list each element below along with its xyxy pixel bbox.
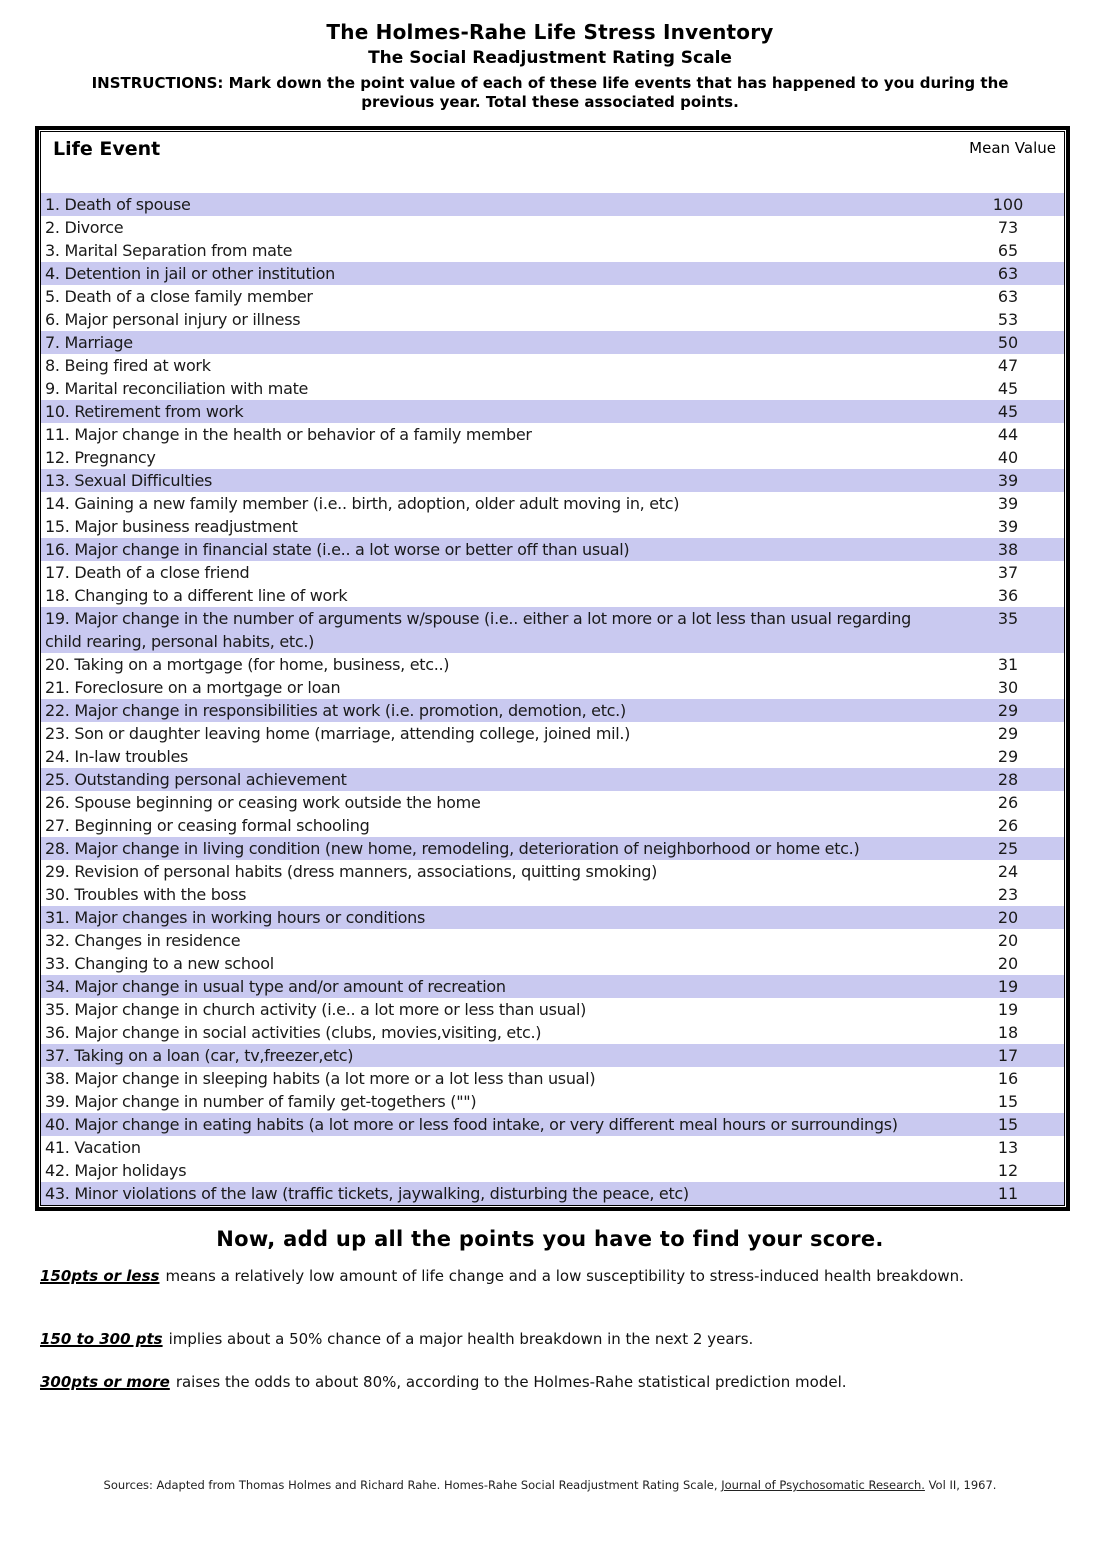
life-event-label: 28. Major change in living condition (new home, remodeling, deterioration of neighborhood or home etc.)	[45, 839, 860, 858]
mean-value: 16	[997, 1069, 1019, 1088]
mean-value: 45	[997, 379, 1019, 398]
table-row	[41, 906, 1064, 929]
table-row	[41, 998, 1064, 1021]
table-row	[41, 1182, 1064, 1205]
life-event-label: 18. Changing to a different line of work	[45, 586, 348, 605]
table-row	[41, 607, 1064, 653]
table-row	[41, 584, 1064, 607]
table-row	[41, 676, 1064, 699]
page-subtitle: The Social Readjustment Rating Scale	[368, 48, 732, 68]
mean-value: 20	[997, 931, 1019, 950]
life-event-label: 14. Gaining a new family member (i.e.. birth, adoption, older adult moving in, etc)	[45, 494, 680, 513]
instructions-text: INSTRUCTIONS: Mark down the point value of each of these life events that has happened to you during the previous year. Total these associated points.	[91, 74, 1009, 111]
table-row	[41, 883, 1064, 906]
table-row	[41, 331, 1064, 354]
table-row	[41, 561, 1064, 584]
table-row	[41, 469, 1064, 492]
table-row	[41, 768, 1064, 791]
life-event-label: 8. Being fired at work	[45, 356, 211, 375]
mean-value: 39	[997, 471, 1019, 490]
life-event-label: 41. Vacation	[45, 1138, 141, 1157]
source-citation	[0, 1478, 1100, 1492]
table-row	[41, 308, 1064, 331]
table-row	[41, 262, 1064, 285]
table-row	[41, 446, 1064, 469]
table-row	[41, 193, 1064, 216]
mean-value: 13	[997, 1138, 1019, 1157]
life-event-label: 27. Beginning or ceasing formal schooling	[45, 816, 370, 835]
mean-value: 73	[997, 218, 1019, 237]
table-row	[41, 1159, 1064, 1182]
mean-value: 18	[997, 1023, 1019, 1042]
mean-value: 44	[997, 425, 1019, 444]
life-event-label: 43. Minor violations of the law (traffic tickets, jaywalking, disturbing the peace, etc)	[45, 1184, 689, 1203]
life-event-label: 30. Troubles with the boss	[45, 885, 247, 904]
mean-value: 29	[997, 747, 1019, 766]
life-event-label: 20. Taking on a mortgage (for home, business, etc..)	[45, 655, 450, 674]
table-body	[41, 193, 1064, 1205]
score-range-low-text: means a relatively low amount of life change and a low susceptibility to stress-induced health breakdown.	[165, 1267, 964, 1285]
score-heading: Now, add up all the points you have to find your score.	[216, 1227, 884, 1251]
table-header-row	[41, 132, 1064, 193]
table-row	[41, 285, 1064, 308]
life-events-table-inner	[40, 131, 1065, 1206]
life-event-label: 23. Son or daughter leaving home (marriage, attending college, joined mil.)	[45, 724, 631, 743]
mean-value: 50	[997, 333, 1019, 352]
life-event-label: 11. Major change in the health or behavior of a family member	[45, 425, 532, 444]
mean-value: 26	[997, 793, 1019, 812]
mean-value: 29	[997, 724, 1019, 743]
life-event-label: 2. Divorce	[45, 218, 124, 237]
life-event-label: 12. Pregnancy	[45, 448, 156, 467]
life-event-label: 37. Taking on a loan (car, tv,freezer,etc)	[45, 1046, 354, 1065]
table-row	[41, 1067, 1064, 1090]
life-event-label: 6. Major personal injury or illness	[45, 310, 301, 329]
mean-value: 11	[997, 1184, 1019, 1203]
life-event-label: 42. Major holidays	[45, 1161, 187, 1180]
mean-value: 38	[997, 540, 1019, 559]
page-title: The Holmes-Rahe Life Stress Inventory	[326, 20, 774, 44]
mean-value: 20	[997, 954, 1019, 973]
table-row	[41, 791, 1064, 814]
mean-value: 23	[997, 885, 1019, 904]
mean-value: 19	[997, 1000, 1019, 1019]
life-event-label: 25. Outstanding personal achievement	[45, 770, 347, 789]
table-row	[41, 1044, 1064, 1067]
table-row	[41, 1090, 1064, 1113]
column-header-mean-value: Mean Value	[969, 139, 1056, 157]
score-range-high-label: 300pts or more	[40, 1373, 170, 1391]
life-event-label: 3. Marital Separation from mate	[45, 241, 293, 260]
mean-value: 15	[997, 1115, 1019, 1134]
life-event-label: 13. Sexual Difficulties	[45, 471, 213, 490]
life-events-table	[35, 126, 1070, 1211]
table-row	[41, 653, 1064, 676]
score-range-low-label: 150pts or less	[40, 1267, 160, 1285]
mean-value: 63	[997, 264, 1019, 283]
life-event-label: 24. In-law troubles	[45, 747, 189, 766]
mean-value: 31	[997, 655, 1019, 674]
life-event-label: 17. Death of a close friend	[45, 563, 250, 582]
mean-value: 15	[997, 1092, 1019, 1111]
mean-value: 20	[997, 908, 1019, 927]
table-row	[41, 1113, 1064, 1136]
table-row	[41, 814, 1064, 837]
life-event-label: 32. Changes in residence	[45, 931, 241, 950]
mean-value: 45	[997, 402, 1019, 421]
life-event-label: 19. Major change in the number of arguments w/spouse (i.e.. either a lot more or a lot less than usual regarding child rearing, personal habits, etc.)	[45, 609, 912, 651]
table-row	[41, 354, 1064, 377]
score-range-low	[40, 1267, 1060, 1286]
table-row	[41, 929, 1064, 952]
mean-value: 28	[997, 770, 1019, 789]
table-row	[41, 699, 1064, 722]
mean-value: 29	[997, 701, 1019, 720]
table-row	[41, 492, 1064, 515]
table-row	[41, 722, 1064, 745]
life-event-label: 38. Major change in sleeping habits (a lot more or a lot less than usual)	[45, 1069, 596, 1088]
table-row	[41, 423, 1064, 446]
table-row	[41, 216, 1064, 239]
score-range-mid-label: 150 to 300 pts	[40, 1330, 163, 1348]
life-event-label: 4. Detention in jail or other institution	[45, 264, 335, 283]
life-event-label: 36. Major change in social activities (clubs, movies,visiting, etc.)	[45, 1023, 542, 1042]
table-row	[41, 837, 1064, 860]
mean-value: 30	[997, 678, 1019, 697]
life-event-label: 9. Marital reconciliation with mate	[45, 379, 309, 398]
life-event-label: 10. Retirement from work	[45, 402, 244, 421]
score-range-mid	[40, 1330, 1060, 1349]
score-range-high-text: raises the odds to about 80%, according to the Holmes-Rahe statistical prediction model.	[175, 1373, 847, 1391]
table-row	[41, 745, 1064, 768]
table-row	[41, 860, 1064, 883]
life-event-label: 29. Revision of personal habits (dress manners, associations, quitting smoking)	[45, 862, 658, 881]
life-event-label: 26. Spouse beginning or ceasing work outside the home	[45, 793, 481, 812]
life-event-label: 5. Death of a close family member	[45, 287, 313, 306]
mean-value: 65	[997, 241, 1019, 260]
mean-value: 37	[997, 563, 1019, 582]
life-event-label: 1. Death of spouse	[45, 195, 191, 214]
mean-value: 35	[997, 609, 1019, 628]
mean-value: 63	[997, 287, 1019, 306]
table-row	[41, 952, 1064, 975]
source-citation-suffix: Vol II, 1967.	[924, 1478, 997, 1492]
mean-value: 12	[997, 1161, 1019, 1180]
table-row	[41, 377, 1064, 400]
life-event-label: 21. Foreclosure on a mortgage or loan	[45, 678, 341, 697]
table-row	[41, 239, 1064, 262]
mean-value: 39	[997, 494, 1019, 513]
life-event-label: 16. Major change in financial state (i.e.. a lot worse or better off than usual)	[45, 540, 630, 559]
mean-value: 19	[997, 977, 1019, 996]
mean-value: 26	[997, 816, 1019, 835]
mean-value: 53	[997, 310, 1019, 329]
life-event-label: 22. Major change in responsibilities at work (i.e. promotion, demotion, etc.)	[45, 701, 626, 720]
life-event-label: 34. Major change in usual type and/or amount of recreation	[45, 977, 506, 996]
table-row	[41, 400, 1064, 423]
life-event-label: 7. Marriage	[45, 333, 133, 352]
table-row	[41, 975, 1064, 998]
score-range-mid-text: implies about a 50% chance of a major health breakdown in the next 2 years.	[168, 1330, 754, 1348]
life-event-label: 33. Changing to a new school	[45, 954, 274, 973]
journal-name: Journal of Psychosomatic Research.	[721, 1478, 925, 1492]
score-range-high	[40, 1373, 1060, 1392]
mean-value: 17	[997, 1046, 1019, 1065]
mean-value: 36	[997, 586, 1019, 605]
table-row	[41, 1021, 1064, 1044]
mean-value: 40	[997, 448, 1019, 467]
table-row	[41, 538, 1064, 561]
life-event-label: 35. Major change in church activity (i.e.. a lot more or less than usual)	[45, 1000, 587, 1019]
life-event-label: 15. Major business readjustment	[45, 517, 298, 536]
mean-value: 39	[997, 517, 1019, 536]
mean-value: 24	[997, 862, 1019, 881]
column-header-life-event: Life Event	[53, 138, 161, 160]
table-row	[41, 515, 1064, 538]
source-citation-prefix: Sources: Adapted from Thomas Holmes and Richard Rahe. Homes-Rahe Social Readjustment Rating Scale,	[103, 1478, 722, 1492]
life-event-label: 31. Major changes in working hours or conditions	[45, 908, 425, 927]
mean-value: 25	[997, 839, 1019, 858]
mean-value: 47	[997, 356, 1019, 375]
mean-value: 100	[992, 195, 1024, 214]
life-event-label: 39. Major change in number of family get-togethers ("")	[45, 1092, 477, 1111]
life-event-label: 40. Major change in eating habits (a lot more or less food intake, or very different meal hours or surroundings)	[45, 1115, 898, 1134]
table-row	[41, 1136, 1064, 1159]
